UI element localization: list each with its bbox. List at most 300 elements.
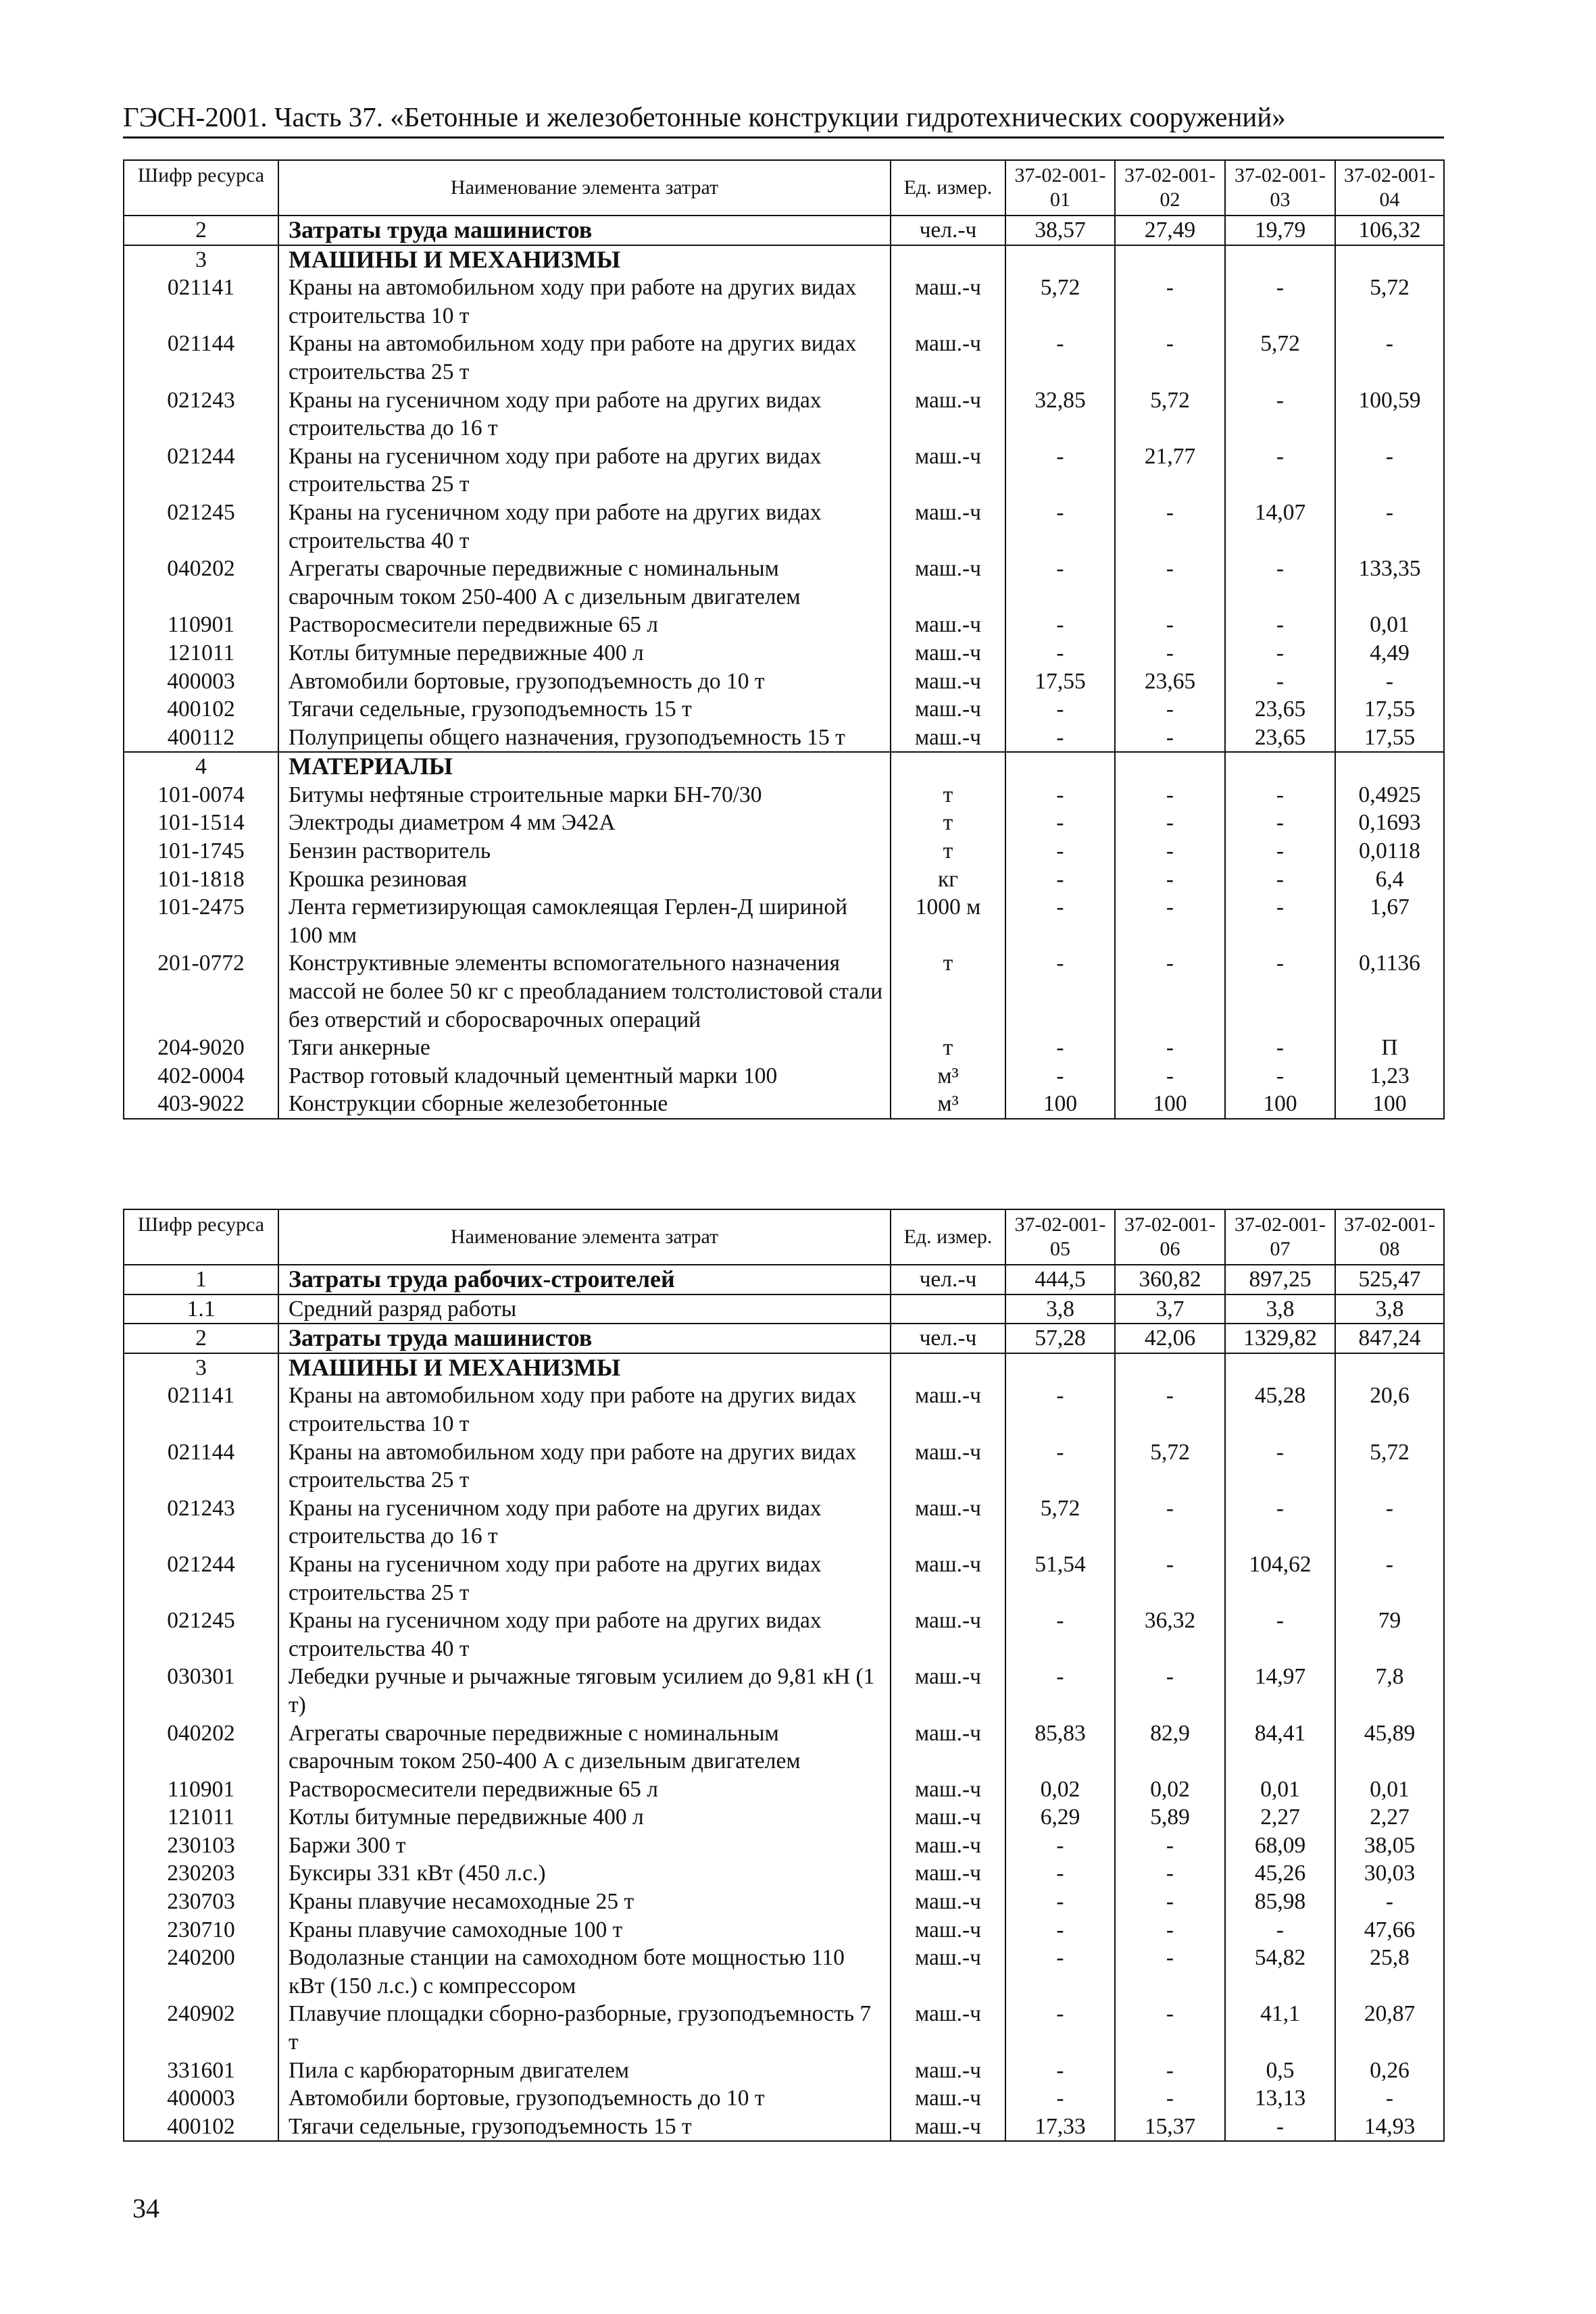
col-header-norm-6: 37-02-001-06 bbox=[1115, 1209, 1225, 1265]
norm-value: - bbox=[1225, 837, 1335, 865]
col-header-norm-4: 37-02-001-04 bbox=[1335, 160, 1444, 216]
norm-value: 133,35 bbox=[1335, 555, 1444, 611]
norm-value: - bbox=[1005, 639, 1115, 668]
resource-name: Краны на гусеничном ходу при работе на других видах строительства 25 т bbox=[278, 443, 891, 499]
norm-value bbox=[1115, 245, 1225, 274]
table-row bbox=[124, 1803, 1444, 1832]
norm-value: - bbox=[1005, 499, 1115, 555]
table-row bbox=[124, 2113, 1444, 2142]
unit-cell: т bbox=[891, 949, 1005, 1034]
norm-value: 23,65 bbox=[1225, 695, 1335, 724]
norm-value: - bbox=[1005, 1859, 1115, 1888]
table-row bbox=[124, 1776, 1444, 1804]
norm-value: - bbox=[1115, 1382, 1225, 1438]
norm-value: 1329,82 bbox=[1225, 1324, 1335, 1353]
resource-code: 1.1 bbox=[124, 1294, 278, 1324]
resource-name: Средний разряд работы bbox=[278, 1294, 891, 1324]
norm-value: 23,65 bbox=[1115, 668, 1225, 696]
norm-value: - bbox=[1225, 274, 1335, 330]
norm-value: 3,7 bbox=[1115, 1294, 1225, 1324]
resource-code: 230703 bbox=[124, 1888, 278, 1916]
norm-value: - bbox=[1005, 1916, 1115, 1944]
unit-cell: маш.-ч bbox=[891, 2000, 1005, 2056]
resource-name: Агрегаты сварочные передвижные с номинальным сварочным током 250-400 А с дизельным двигателем bbox=[278, 555, 891, 611]
resource-code: 3 bbox=[124, 1353, 278, 1382]
unit-cell: маш.-ч bbox=[891, 1888, 1005, 1916]
norm-value: 57,28 bbox=[1005, 1324, 1115, 1353]
norm-value: - bbox=[1225, 668, 1335, 696]
norm-value: - bbox=[1005, 1663, 1115, 1719]
col-header-unit: Ед. измер. bbox=[891, 1209, 1005, 1265]
resource-code: 240200 bbox=[124, 1944, 278, 2000]
table-row bbox=[124, 1324, 1444, 1353]
table-row bbox=[124, 1494, 1444, 1551]
norm-value: 5,72 bbox=[1335, 274, 1444, 330]
table-2-body bbox=[124, 1265, 1444, 2141]
resource-name: Краны на автомобильном ходу при работе на других видах строительства 10 т bbox=[278, 274, 891, 330]
page-header: ГЭСН-2001. Часть 37. «Бетонные и железобетонные конструкции гидротехнических сооружений» bbox=[123, 100, 1444, 139]
resource-name: Котлы битумные передвижные 400 л bbox=[278, 1803, 891, 1832]
resource-name: Раствор готовый кладочный цементный марки 100 bbox=[278, 1062, 891, 1090]
norm-value: - bbox=[1115, 2084, 1225, 2113]
table-row bbox=[124, 781, 1444, 809]
norm-value: - bbox=[1335, 499, 1444, 555]
norm-value: - bbox=[1115, 1916, 1225, 1944]
table-row bbox=[124, 752, 1444, 781]
resource-code: 230203 bbox=[124, 1859, 278, 1888]
norm-value: - bbox=[1115, 1062, 1225, 1090]
norm-value: - bbox=[1335, 443, 1444, 499]
unit-cell: маш.-ч bbox=[891, 724, 1005, 753]
norm-value: 0,02 bbox=[1115, 1776, 1225, 1804]
unit-cell: маш.-ч bbox=[891, 274, 1005, 330]
col-header-code: Шифр ресурса bbox=[124, 160, 278, 216]
resource-name: Краны на гусеничном ходу при работе на других видах строительства до 16 т bbox=[278, 1494, 891, 1551]
resource-code: 400102 bbox=[124, 2113, 278, 2142]
resource-name: Конструктивные элементы вспомогательного назначения массой не более 50 кг с преобладанием толстолистовой стали без отверстий и сборосварочных операций bbox=[278, 949, 891, 1034]
norm-value: - bbox=[1335, 2084, 1444, 2113]
norm-value: 5,72 bbox=[1115, 1438, 1225, 1494]
resource-name: Краны плавучие несамоходные 25 т bbox=[278, 1888, 891, 1916]
table-row bbox=[124, 809, 1444, 837]
resource-name: Краны на гусеничном ходу при работе на других видах строительства до 16 т bbox=[278, 386, 891, 443]
col-header-norm-7: 37-02-001-07 bbox=[1225, 1209, 1335, 1265]
unit-cell: т bbox=[891, 1034, 1005, 1062]
norm-value: - bbox=[1115, 1859, 1225, 1888]
resource-code: 121011 bbox=[124, 639, 278, 668]
unit-cell: маш.-ч bbox=[891, 668, 1005, 696]
norm-value: 15,37 bbox=[1115, 2113, 1225, 2142]
table-row bbox=[124, 2084, 1444, 2113]
resource-code: 040202 bbox=[124, 1719, 278, 1776]
resource-code: 021244 bbox=[124, 443, 278, 499]
norm-value bbox=[1225, 752, 1335, 781]
norm-value: 2,27 bbox=[1335, 1803, 1444, 1832]
norm-value: - bbox=[1115, 724, 1225, 753]
table-row bbox=[124, 865, 1444, 894]
table-row bbox=[124, 1438, 1444, 1494]
resource-name: Растворосмесители передвижные 65 л bbox=[278, 1776, 891, 1804]
norm-value: 42,06 bbox=[1115, 1324, 1225, 1353]
norm-value: - bbox=[1005, 2057, 1115, 2085]
unit-cell: маш.-ч bbox=[891, 1944, 1005, 2000]
norm-value: 1,67 bbox=[1335, 893, 1444, 949]
norm-value: - bbox=[1115, 1832, 1225, 1860]
resource-code: 101-2475 bbox=[124, 893, 278, 949]
norm-value: - bbox=[1225, 949, 1335, 1034]
unit-cell bbox=[891, 1353, 1005, 1382]
table-row bbox=[124, 1551, 1444, 1607]
resource-code: 400003 bbox=[124, 668, 278, 696]
unit-cell: маш.-ч bbox=[891, 1832, 1005, 1860]
table-row bbox=[124, 2000, 1444, 2056]
resource-name: Котлы битумные передвижные 400 л bbox=[278, 639, 891, 668]
norm-value: 85,98 bbox=[1225, 1888, 1335, 1916]
unit-cell: маш.-ч bbox=[891, 1551, 1005, 1607]
norm-value: - bbox=[1005, 1438, 1115, 1494]
resource-code: 204-9020 bbox=[124, 1034, 278, 1062]
resource-code: 1 bbox=[124, 1265, 278, 1294]
unit-cell: маш.-ч bbox=[891, 1382, 1005, 1438]
table-row bbox=[124, 1090, 1444, 1119]
table-row bbox=[124, 216, 1444, 245]
resource-name: Краны на автомобильном ходу при работе на других видах строительства 25 т bbox=[278, 1438, 891, 1494]
norm-value: - bbox=[1005, 555, 1115, 611]
norm-value: 897,25 bbox=[1225, 1265, 1335, 1294]
norm-value: - bbox=[1115, 2000, 1225, 2056]
unit-cell: маш.-ч bbox=[891, 1607, 1005, 1663]
col-header-unit: Ед. измер. bbox=[891, 160, 1005, 216]
unit-cell: м³ bbox=[891, 1090, 1005, 1119]
unit-cell bbox=[891, 1294, 1005, 1324]
norm-value: - bbox=[1115, 949, 1225, 1034]
norm-value bbox=[1115, 752, 1225, 781]
norm-value: 19,79 bbox=[1225, 216, 1335, 245]
resource-name: Краны на гусеничном ходу при работе на других видах строительства 25 т bbox=[278, 1551, 891, 1607]
norm-value: 85,83 bbox=[1005, 1719, 1115, 1776]
norm-value: 47,66 bbox=[1335, 1916, 1444, 1944]
unit-cell: м³ bbox=[891, 1062, 1005, 1090]
norm-value: П bbox=[1335, 1034, 1444, 1062]
norm-value: 100 bbox=[1335, 1090, 1444, 1119]
resource-name: Плавучие площадки сборно-разборные, грузоподъемность 7 т bbox=[278, 2000, 891, 2056]
unit-cell: маш.-ч bbox=[891, 611, 1005, 639]
table-row bbox=[124, 245, 1444, 274]
norm-value: 0,1136 bbox=[1335, 949, 1444, 1034]
resource-code: 101-1818 bbox=[124, 865, 278, 894]
resource-code: 101-0074 bbox=[124, 781, 278, 809]
norm-value: - bbox=[1005, 2084, 1115, 2113]
norm-value: 17,55 bbox=[1005, 668, 1115, 696]
norm-value: 100 bbox=[1225, 1090, 1335, 1119]
norm-value: 0,01 bbox=[1335, 611, 1444, 639]
resource-name: Пила с карбюраторным двигателем bbox=[278, 2057, 891, 2085]
table-row bbox=[124, 611, 1444, 639]
norm-value: 1,23 bbox=[1335, 1062, 1444, 1090]
norm-value: - bbox=[1005, 2000, 1115, 2056]
resource-name: Автомобили бортовые, грузоподъемность до 10 т bbox=[278, 2084, 891, 2113]
table-row bbox=[124, 1607, 1444, 1663]
norm-value: - bbox=[1115, 1494, 1225, 1551]
table-row bbox=[124, 1859, 1444, 1888]
norm-value: - bbox=[1115, 499, 1225, 555]
norm-value: 5,72 bbox=[1335, 1438, 1444, 1494]
unit-cell: маш.-ч bbox=[891, 1438, 1005, 1494]
norm-value: - bbox=[1115, 837, 1225, 865]
norm-value: 6,29 bbox=[1005, 1803, 1115, 1832]
norm-value: - bbox=[1005, 1034, 1115, 1062]
unit-cell: т bbox=[891, 809, 1005, 837]
norm-value bbox=[1225, 1353, 1335, 1382]
norm-value: - bbox=[1225, 639, 1335, 668]
norm-value: 79 bbox=[1335, 1607, 1444, 1663]
norm-value: 0,01 bbox=[1335, 1776, 1444, 1804]
norm-value: - bbox=[1225, 809, 1335, 837]
norm-value: - bbox=[1225, 1494, 1335, 1551]
norm-value: - bbox=[1005, 695, 1115, 724]
norm-value: - bbox=[1005, 611, 1115, 639]
norm-value: 20,87 bbox=[1335, 2000, 1444, 2056]
norm-value: - bbox=[1115, 1034, 1225, 1062]
norm-value: 30,03 bbox=[1335, 1859, 1444, 1888]
resource-code: 021243 bbox=[124, 1494, 278, 1551]
table-row bbox=[124, 1265, 1444, 1294]
norm-value: - bbox=[1005, 443, 1115, 499]
norm-value bbox=[1225, 245, 1335, 274]
resource-name: Краны на автомобильном ходу при работе на других видах строительства 25 т bbox=[278, 330, 891, 386]
norm-value: 6,4 bbox=[1335, 865, 1444, 894]
norm-value: 3,8 bbox=[1005, 1294, 1115, 1324]
norm-value: 0,26 bbox=[1335, 2057, 1444, 2085]
unit-cell: маш.-ч bbox=[891, 2084, 1005, 2113]
norm-value: - bbox=[1335, 1551, 1444, 1607]
norm-value: - bbox=[1005, 1888, 1115, 1916]
resource-code: 040202 bbox=[124, 555, 278, 611]
norm-value: - bbox=[1005, 949, 1115, 1034]
norm-value: - bbox=[1005, 893, 1115, 949]
resource-name: Затраты труда рабочих-строителей bbox=[278, 1265, 891, 1294]
unit-cell: маш.-ч bbox=[891, 1859, 1005, 1888]
norm-value: - bbox=[1005, 1062, 1115, 1090]
unit-cell: маш.-ч bbox=[891, 555, 1005, 611]
unit-cell: маш.-ч bbox=[891, 1719, 1005, 1776]
resource-name: Тяги анкерные bbox=[278, 1034, 891, 1062]
unit-cell: маш.-ч bbox=[891, 2057, 1005, 2085]
norm-value: - bbox=[1225, 1438, 1335, 1494]
norm-value: - bbox=[1115, 1944, 1225, 2000]
resource-code: 400102 bbox=[124, 695, 278, 724]
norm-value: 0,0118 bbox=[1335, 837, 1444, 865]
unit-cell: чел.-ч bbox=[891, 1324, 1005, 1353]
resource-name: Растворосмесители передвижные 65 л bbox=[278, 611, 891, 639]
unit-cell: маш.-ч bbox=[891, 443, 1005, 499]
norm-value: 525,47 bbox=[1335, 1265, 1444, 1294]
table-row bbox=[124, 1294, 1444, 1324]
resource-code: 230710 bbox=[124, 1916, 278, 1944]
resource-name: Полуприцепы общего назначения, грузоподъемность 15 т bbox=[278, 724, 891, 753]
unit-cell: маш.-ч bbox=[891, 1663, 1005, 1719]
table-row bbox=[124, 639, 1444, 668]
norm-value: - bbox=[1005, 1832, 1115, 1860]
norm-value: 847,24 bbox=[1335, 1324, 1444, 1353]
table-row bbox=[124, 386, 1444, 443]
norm-value bbox=[1005, 752, 1115, 781]
norm-value: 14,93 bbox=[1335, 2113, 1444, 2142]
norm-value: - bbox=[1225, 386, 1335, 443]
norm-value: 7,8 bbox=[1335, 1663, 1444, 1719]
resource-name: Агрегаты сварочные передвижные с номинальным сварочным током 250-400 А с дизельным двигателем bbox=[278, 1719, 891, 1776]
col-header-name: Наименование элемента затрат bbox=[278, 1209, 891, 1265]
norms-table-1 bbox=[123, 159, 1445, 1120]
norm-value: 45,28 bbox=[1225, 1382, 1335, 1438]
unit-cell: маш.-ч bbox=[891, 330, 1005, 386]
norm-value: - bbox=[1115, 1888, 1225, 1916]
norm-value: 45,26 bbox=[1225, 1859, 1335, 1888]
resource-name: Краны на гусеничном ходу при работе на других видах строительства 40 т bbox=[278, 1607, 891, 1663]
norms-table-2 bbox=[123, 1209, 1445, 2142]
table-row bbox=[124, 555, 1444, 611]
norm-value: 0,02 bbox=[1005, 1776, 1115, 1804]
table-row bbox=[124, 893, 1444, 949]
norm-value bbox=[1335, 752, 1444, 781]
unit-cell: кг bbox=[891, 865, 1005, 894]
norm-value: 360,82 bbox=[1115, 1265, 1225, 1294]
unit-cell: маш.-ч bbox=[891, 639, 1005, 668]
norm-value: 0,4925 bbox=[1335, 781, 1444, 809]
table-row bbox=[124, 1353, 1444, 1382]
norm-value: - bbox=[1225, 1916, 1335, 1944]
col-header-norm-3: 37-02-001-03 bbox=[1225, 160, 1335, 216]
norm-value bbox=[1115, 1353, 1225, 1382]
norm-value bbox=[1335, 245, 1444, 274]
unit-cell: маш.-ч bbox=[891, 2113, 1005, 2142]
unit-cell: маш.-ч bbox=[891, 386, 1005, 443]
unit-cell: маш.-ч bbox=[891, 695, 1005, 724]
table-row bbox=[124, 1888, 1444, 1916]
table-row bbox=[124, 724, 1444, 753]
table-row bbox=[124, 1062, 1444, 1090]
norm-value: - bbox=[1225, 555, 1335, 611]
norm-value: 27,49 bbox=[1115, 216, 1225, 245]
norm-value: 38,05 bbox=[1335, 1832, 1444, 1860]
resource-code: 402-0004 bbox=[124, 1062, 278, 1090]
norm-value: - bbox=[1225, 1607, 1335, 1663]
norm-value: 106,32 bbox=[1335, 216, 1444, 245]
resource-code: 201-0772 bbox=[124, 949, 278, 1034]
norm-value: - bbox=[1005, 865, 1115, 894]
unit-cell: 1000 м bbox=[891, 893, 1005, 949]
resource-name: МАТЕРИАЛЫ bbox=[278, 752, 891, 781]
norm-value: 5,72 bbox=[1225, 330, 1335, 386]
norm-value bbox=[1005, 245, 1115, 274]
table-row bbox=[124, 1719, 1444, 1776]
unit-cell: маш.-ч bbox=[891, 1494, 1005, 1551]
norm-value: 36,32 bbox=[1115, 1607, 1225, 1663]
table-row bbox=[124, 1916, 1444, 1944]
norm-value bbox=[1335, 1353, 1444, 1382]
norm-value: - bbox=[1115, 695, 1225, 724]
norm-value: 4,49 bbox=[1335, 639, 1444, 668]
resource-code: 230103 bbox=[124, 1832, 278, 1860]
resource-code: 021144 bbox=[124, 1438, 278, 1494]
norm-value: - bbox=[1115, 274, 1225, 330]
norm-value: 5,72 bbox=[1005, 274, 1115, 330]
norm-value: 0,5 bbox=[1225, 2057, 1335, 2085]
table-row bbox=[124, 1034, 1444, 1062]
unit-cell: маш.-ч bbox=[891, 499, 1005, 555]
norm-value: 51,54 bbox=[1005, 1551, 1115, 1607]
resource-name: МАШИНЫ И МЕХАНИЗМЫ bbox=[278, 1353, 891, 1382]
resource-code: 400112 bbox=[124, 724, 278, 753]
norm-value: 0,01 bbox=[1225, 1776, 1335, 1804]
norm-value: 5,89 bbox=[1115, 1803, 1225, 1832]
norm-value: - bbox=[1115, 639, 1225, 668]
resource-code: 331601 bbox=[124, 2057, 278, 2085]
unit-cell bbox=[891, 245, 1005, 274]
unit-cell: маш.-ч bbox=[891, 1803, 1005, 1832]
resource-code: 021244 bbox=[124, 1551, 278, 1607]
col-header-name: Наименование элемента затрат bbox=[278, 160, 891, 216]
resource-code: 3 bbox=[124, 245, 278, 274]
norm-value: - bbox=[1115, 781, 1225, 809]
norm-value: - bbox=[1005, 809, 1115, 837]
resource-name: Баржи 300 т bbox=[278, 1832, 891, 1860]
unit-cell: чел.-ч bbox=[891, 216, 1005, 245]
norm-value: 14,97 bbox=[1225, 1663, 1335, 1719]
unit-cell bbox=[891, 752, 1005, 781]
resource-name: Автомобили бортовые, грузоподъемность до 10 т bbox=[278, 668, 891, 696]
norm-value: 444,5 bbox=[1005, 1265, 1115, 1294]
norm-value: - bbox=[1225, 1062, 1335, 1090]
resource-code: 240902 bbox=[124, 2000, 278, 2056]
table-row bbox=[124, 2057, 1444, 2085]
resource-code: 021144 bbox=[124, 330, 278, 386]
table-row bbox=[124, 1382, 1444, 1438]
table-header-row bbox=[124, 1209, 1444, 1265]
norm-value: - bbox=[1005, 1607, 1115, 1663]
resource-name: Электроды диаметром 4 мм Э42А bbox=[278, 809, 891, 837]
norm-value: 84,41 bbox=[1225, 1719, 1335, 1776]
norm-value: 5,72 bbox=[1005, 1494, 1115, 1551]
norm-value: 2,27 bbox=[1225, 1803, 1335, 1832]
page-number: 34 bbox=[132, 2193, 159, 2223]
norm-value: - bbox=[1225, 865, 1335, 894]
norm-value: - bbox=[1115, 865, 1225, 894]
table-row bbox=[124, 499, 1444, 555]
resource-code: 110901 bbox=[124, 611, 278, 639]
norm-value: 32,85 bbox=[1005, 386, 1115, 443]
col-header-norm-2: 37-02-001-02 bbox=[1115, 160, 1225, 216]
norm-value: - bbox=[1225, 2113, 1335, 2142]
norm-value: 100 bbox=[1115, 1090, 1225, 1119]
resource-code: 021141 bbox=[124, 1382, 278, 1438]
col-header-norm-5: 37-02-001-05 bbox=[1005, 1209, 1115, 1265]
table-row bbox=[124, 1832, 1444, 1860]
norm-value: - bbox=[1005, 837, 1115, 865]
resource-code: 021141 bbox=[124, 274, 278, 330]
norm-value: - bbox=[1115, 1663, 1225, 1719]
norm-value: 25,8 bbox=[1335, 1944, 1444, 2000]
table-row bbox=[124, 1944, 1444, 2000]
table-row bbox=[124, 949, 1444, 1034]
resource-name: Тягачи седельные, грузоподъемность 15 т bbox=[278, 695, 891, 724]
unit-cell: чел.-ч bbox=[891, 1265, 1005, 1294]
norm-value: - bbox=[1225, 611, 1335, 639]
norm-value: 100,59 bbox=[1335, 386, 1444, 443]
resource-code: 101-1745 bbox=[124, 837, 278, 865]
resource-name: Краны на автомобильном ходу при работе на других видах строительства 10 т bbox=[278, 1382, 891, 1438]
norm-value: - bbox=[1115, 809, 1225, 837]
